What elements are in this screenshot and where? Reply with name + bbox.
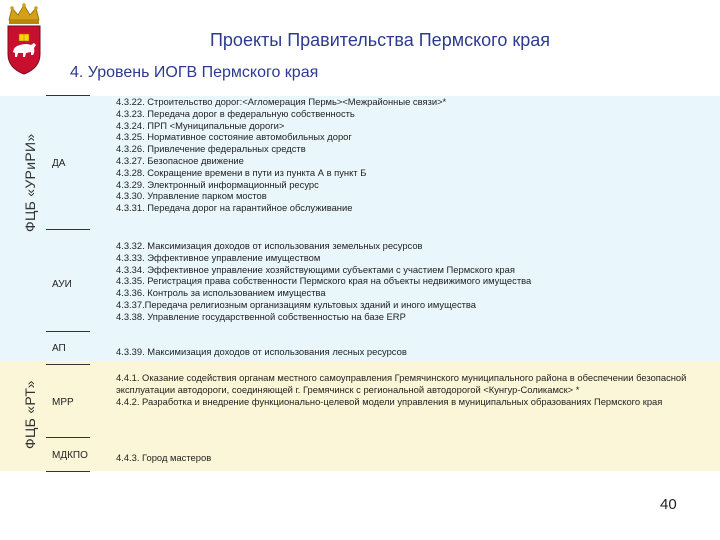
list-item: 4.4.3. Город мастеров [116, 452, 212, 463]
list-item: 4.4.1. Оказание содействия органам местного самоуправления Гремячинского муниципального района в обеспечении безопасной эксплуатации автодороги, соединяющей г. Гремячинск с региональной автодорогой <Кунгур-Соликамск> * [116, 372, 687, 395]
list-item: 4.3.39. Максимизация доходов от использования лесных ресурсов [116, 346, 407, 357]
list-item: 4.3.32. Максимизация доходов от использования земельных ресурсов [116, 240, 423, 251]
section-items-da [116, 96, 446, 214]
section-items-mdkpo [116, 452, 211, 464]
list-item: 4.3.26. Привлечение федеральных средств [116, 143, 306, 155]
list-item: 4.3.30. Управление парком мостов [116, 190, 267, 202]
list-item: 4.3.36. Контроль за использованием имущества [116, 287, 326, 299]
section-code-aui: АУИ [52, 279, 72, 290]
section-code-mdkpo: МДКПО [52, 450, 88, 461]
section-code-mrr: МРР [52, 397, 74, 408]
list-item: 4.3.27. Безопасное движение [116, 154, 244, 166]
section-items-ap [116, 346, 407, 358]
section-items-mrr [116, 372, 696, 407]
list-item: 4.3.35. Регистрация права собственности Пермского края на объекты недвижимого имущества [116, 275, 532, 287]
section-divider [46, 95, 90, 96]
page-subtitle: 4. Уровень ИОГВ Пермского края [70, 64, 319, 81]
list-item: 4.3.33. Эффективное управление имуществом [116, 251, 321, 263]
list-item: 4.3.38. Управление государственной собственностью на базе ERP [116, 310, 406, 322]
section-divider [46, 437, 90, 438]
list-item: 4.3.24. ПРП <Муниципальные дороги> [116, 119, 285, 131]
section-divider [46, 331, 90, 332]
list-item: 4.3.31. Передача дорог на гарантийное обслуживание [116, 202, 353, 214]
section-code-ap: АП [52, 343, 66, 354]
section-code-da: ДА [52, 158, 66, 169]
section-divider [46, 229, 90, 230]
group-label-rt: ФЦБ «РТ» [22, 380, 38, 450]
section-divider [46, 364, 90, 365]
list-item: 4.3.29. Электронный информационный ресурс [116, 178, 319, 190]
section-items-aui [116, 240, 531, 323]
list-item: 4.3.34. Эффективное управление хозяйствующими субъектами с участием Пермского края [116, 263, 515, 275]
group-label-uri: ФЦБ «УРиРИ» [22, 133, 38, 233]
page-title: Проекты Правительства Пермского края [209, 30, 550, 50]
section-divider [46, 471, 90, 472]
list-item: 4.3.28. Сокращение времени в пути из пункта А в пункт Б [116, 166, 367, 178]
list-item: 4.3.22. Строительство дорог:<Агломерация Пермь><Межрайонные связи>* [116, 96, 447, 107]
list-item: 4.3.23. Передача дорог в федеральную собственность [116, 107, 355, 119]
page-number: 40 [660, 496, 677, 513]
list-item: 4.3.37.Передача религиозным организациям культовых зданий и иного имущества [116, 298, 477, 310]
list-item: 4.4.2. Разработка и внедрение функционально-целевой модели управления в муниципальных образованиях Пермского края [116, 395, 663, 407]
list-item: 4.3.25. Нормативное состояние автомобильных дорог [116, 131, 352, 143]
